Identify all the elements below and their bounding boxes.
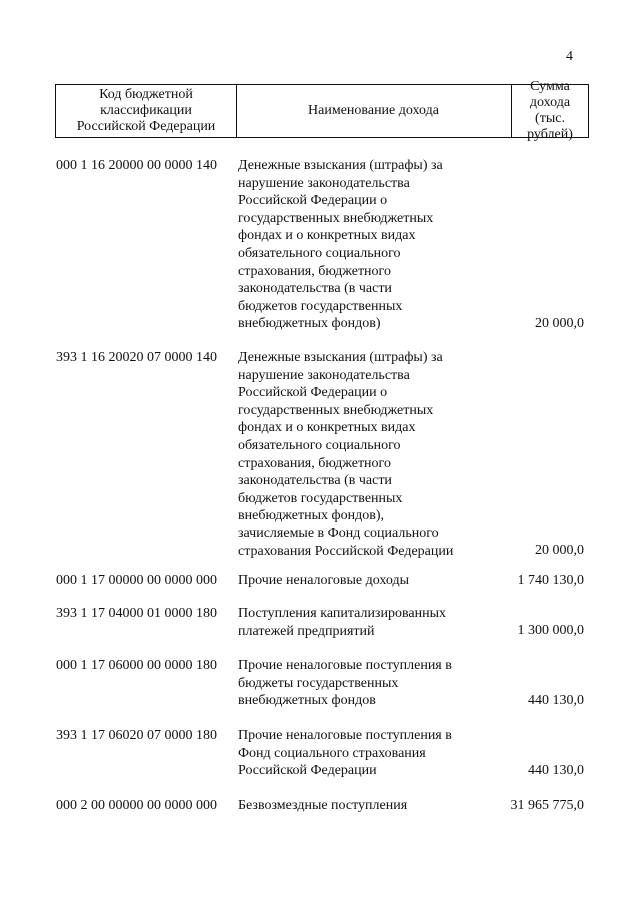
header-name: Наименование дохода — [236, 85, 512, 137]
table-row — [0, 727, 640, 780]
row-code: 000 2 00 00000 00 0000 000 — [56, 798, 217, 813]
row-code: 393 1 17 06020 07 0000 180 — [56, 728, 217, 743]
row-code: 000 1 17 06000 00 0000 180 — [56, 658, 217, 673]
row-name: Денежные взыскания (штрафы) за нарушение законодательства Российской Федерации о государственных внебюджетных фондах и о конкретных видах обязательного социального страхования, бюджетного законодательства (в части бюджетов государственных внебюджетных фондов), зачисляемые в Фонд социального страхования Российской Федерации — [238, 350, 454, 559]
page-number: 4 — [566, 49, 573, 64]
table-row — [0, 605, 640, 640]
row-name: Денежные взыскания (штрафы) за нарушение законодательства Российской Федерации о государственных внебюджетных фондах и о конкретных видах обязательного социального страхования, бюджетного законодательства (в части бюджетов государственных внебюджетных фондов) — [238, 158, 443, 332]
row-name: Прочие неналоговые поступления в Фонд социального страхования Российской Федерации — [238, 728, 452, 779]
row-amount: 1 300 000,0 — [517, 623, 584, 639]
header-code: Код бюджетной классификации Российской Федерации — [56, 85, 237, 137]
table-header — [55, 79, 589, 142]
row-amount: 20 000,0 — [535, 316, 584, 332]
row-amount: 20 000,0 — [535, 543, 584, 559]
table-row — [0, 797, 640, 815]
row-name: Прочие неналоговые доходы — [238, 573, 410, 588]
row-name: Поступления капитализированных платежей предприятий — [238, 606, 446, 639]
table-row — [0, 349, 640, 560]
header-amount: Сумма дохода (тыс. рублей) — [527, 79, 573, 142]
row-amount: 31 965 775,0 — [510, 798, 584, 814]
row-amount: 1 740 130,0 — [517, 573, 584, 589]
row-amount: 440 130,0 — [528, 693, 584, 709]
table-row — [0, 572, 640, 590]
row-name: Безвозмездные поступления — [238, 798, 408, 813]
row-code: 000 1 16 20000 00 0000 140 — [56, 158, 217, 173]
row-code: 000 1 17 00000 00 0000 000 — [56, 573, 217, 588]
table-row — [0, 157, 640, 333]
row-code: 393 1 17 04000 01 0000 180 — [56, 606, 217, 621]
row-amount: 440 130,0 — [528, 763, 584, 779]
row-code: 393 1 16 20020 07 0000 140 — [56, 350, 217, 365]
table-row — [0, 657, 640, 710]
row-name: Прочие неналоговые поступления в бюджеты государственных внебюджетных фондов — [238, 658, 452, 709]
